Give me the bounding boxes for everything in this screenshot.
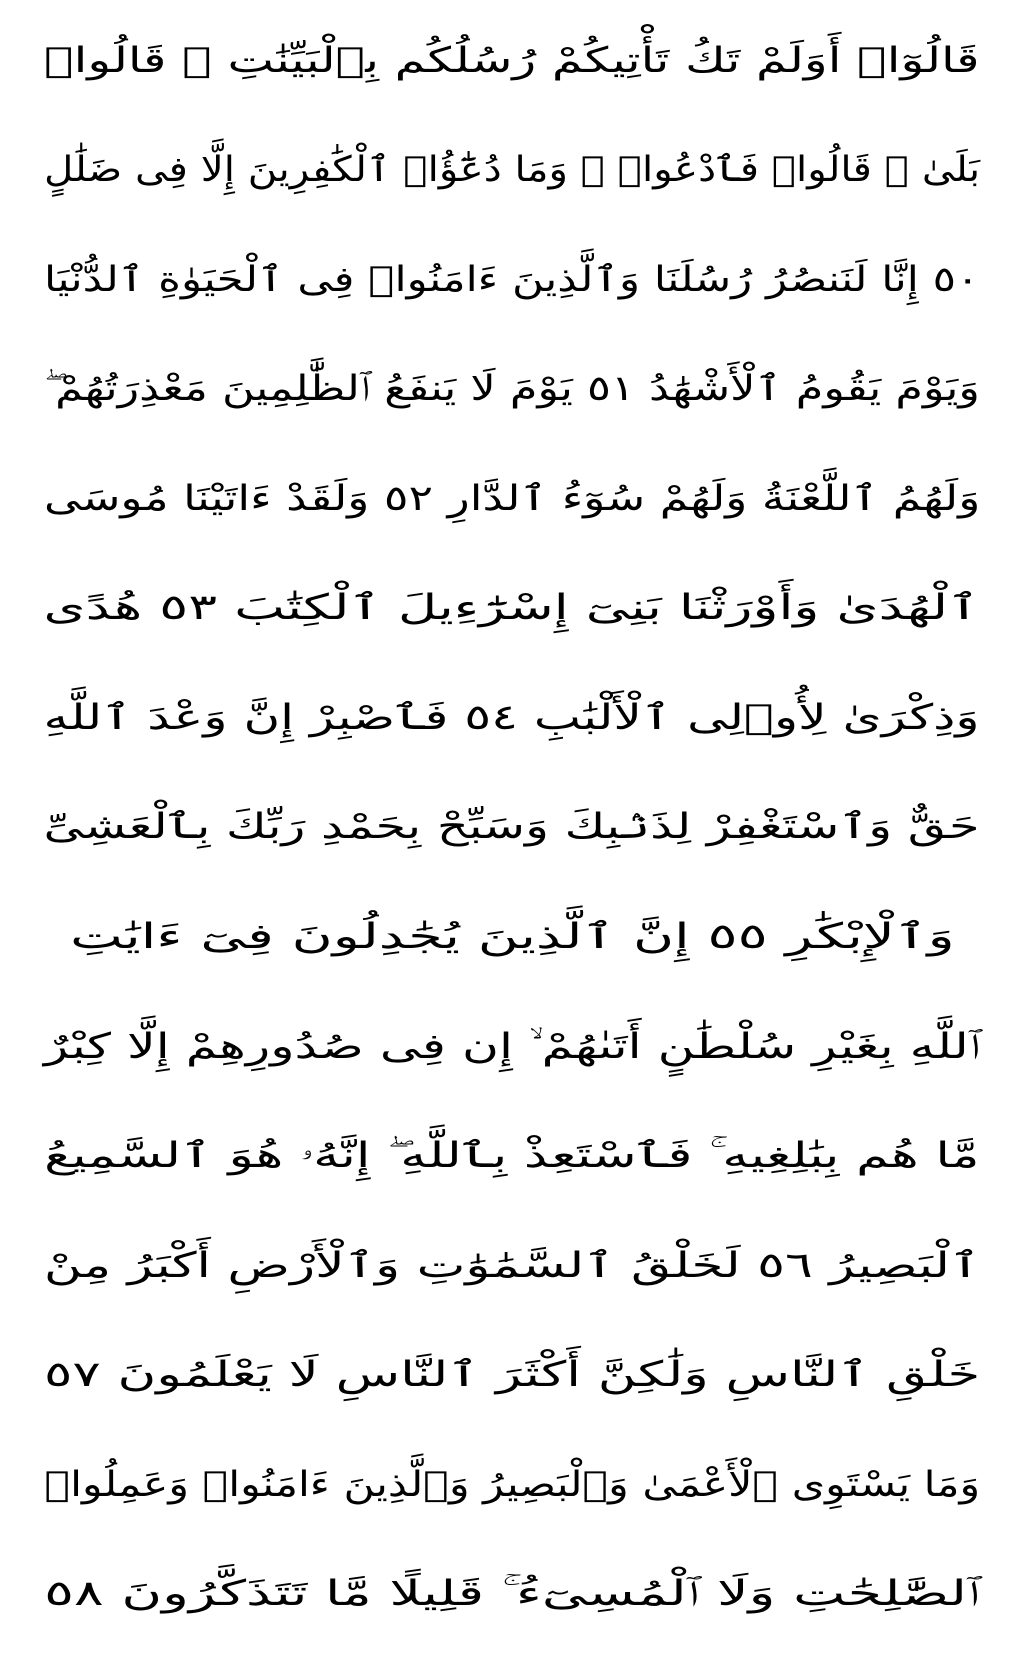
quran-line-text: وَلَهُمُ ٱللَّعْنَةُ وَلَهُمْ سُوٓءُ ٱلدَّارِ ٥٢ وَلَقَدْ ءَاتَيْنَا مُوسَى <box>43 478 981 519</box>
quran-line-text: خَلْقِ ٱلنَّاسِ وَلَٰكِنَّ أَكْثَرَ ٱلنَّاسِ لَا يَعْلَمُونَ ٥٧ <box>43 1355 981 1396</box>
quran-line-text: حَقٌّ وَٱسْتَغْفِرْ لِذَنۢبِكَ وَسَبِّحْ بِحَمْدِ رَبِّكَ بِٱلْعَشِىِّ <box>43 807 981 848</box>
quran-line-2 <box>40 128 984 214</box>
quran-line-text: ٱلْهُدَىٰ وَأَوْرَثْنَا بَنِىٓ إِسْرَٰٓءِيلَ ٱلْكِتَٰبَ ٥٣ هُدًى <box>43 588 981 629</box>
quran-line-text: ٥٠ إِنَّا لَنَنصُرُ رُسُلَنَا وَٱلَّذِينَ ءَامَنُوا۟ فِى ٱلْحَيَوٰةِ ٱلدُّنْيَا <box>44 259 980 300</box>
quran-line-text: وَيَوْمَ يَقُومُ ٱلْأَشْهَٰدُ ٥١ يَوْمَ لَا يَنفَعُ ٱلظَّٰلِمِينَ مَعْذِرَتُهُمْ ۖ <box>44 369 980 410</box>
quran-line-text: ٱلْبَصِيرُ ٥٦ لَخَلْقُ ٱلسَّمَٰوَٰتِ وَٱلْأَرْضِ أَكْبَرُ مِنْ <box>43 1245 981 1286</box>
quran-line-1 <box>40 18 984 104</box>
quran-line-text: ٱللَّهِ بِغَيْرِ سُلْطَٰنٍ أَتَىٰهُمْ ۙ إِن فِى صُدُورِهِمْ إِلَّا كِبْرٌ <box>43 1026 981 1067</box>
quran-line-text: قَالُوٓا۟ أَوَلَمْ تَكُ تَأْتِيكُمْ رُسُلُكُم بِٱلْبَيِّنَٰتِ ۖ قَالُوا۟ <box>44 40 980 81</box>
quran-line-15 <box>40 1552 984 1638</box>
quran-line-12 <box>40 1223 984 1309</box>
quran-line-6 <box>40 566 984 652</box>
quran-line-text: وَمَا يَسْتَوِى ٱلْأَعْمَىٰ وَٱلْبَصِيرُ وَٱلَّذِينَ ءَامَنُوا۟ وَعَمِلُوا۟ <box>44 1464 980 1505</box>
quran-line-5 <box>40 456 984 542</box>
quran-line-7 <box>40 675 984 761</box>
quran-line-text: ٱلصَّٰلِحَٰتِ وَلَا ٱلْمُسِىٓءُ ۚ قَلِيلًا مَّا تَتَذَكَّرُونَ ٥٨ <box>44 1574 980 1615</box>
quran-line-10 <box>40 1004 984 1090</box>
quran-line-text: مَّا هُم بِبَٰلِغِيهِ ۚ فَٱسْتَعِذْ بِٱللَّهِ ۖ إِنَّهُۥ هُوَ ٱلسَّمِيعُ <box>44 1136 980 1177</box>
quran-line-9 <box>40 895 984 981</box>
quran-line-11 <box>40 1114 984 1200</box>
quran-line-3 <box>40 237 984 323</box>
quran-line-text: وَذِكْرَىٰ لِأُو۟لِى ٱلْأَلْبَٰبِ ٥٤ فَٱصْبِرْ إِنَّ وَعْدَ ٱللَّهِ <box>43 697 981 738</box>
quran-line-8 <box>40 785 984 871</box>
quran-line-14 <box>40 1442 984 1528</box>
quran-line-text: وَٱلْإِبْكَٰرِ ٥٥ إِنَّ ٱلَّذِينَ يُجَٰدِلُونَ فِىٓ ءَايَٰتِ <box>69 917 955 957</box>
quran-line-13 <box>40 1333 984 1419</box>
mushaf-text-block <box>40 18 984 1638</box>
quran-line-4 <box>40 347 984 433</box>
quran-line-text: بَلَىٰ ۚ قَالُوا۟ فَٱدْعُوا۟ ۗ وَمَا دُعَٰٓؤُا۟ ٱلْكَٰفِرِينَ إِلَّا فِى ضَلَٰلٍ <box>43 150 981 191</box>
